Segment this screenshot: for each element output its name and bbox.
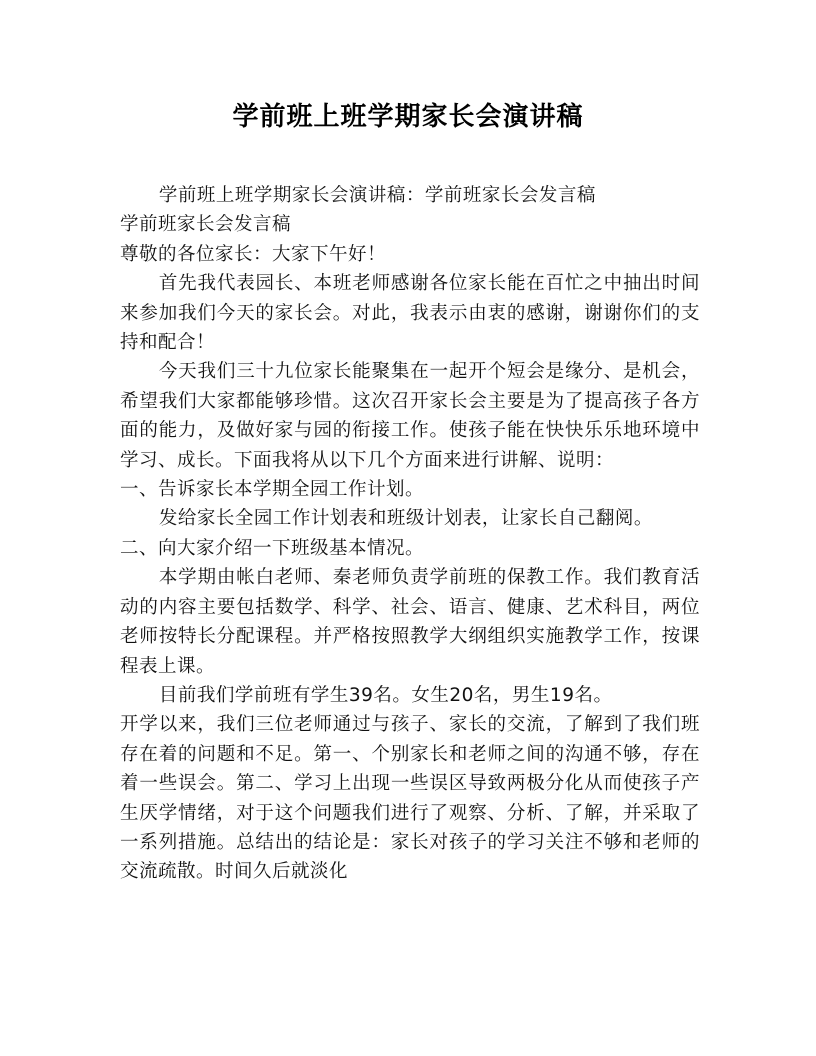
- paragraph-purpose: 今天我们三十九位家长能聚集在一起开个短会是缘分、是机会，希望我们大家都能够珍惜。这次召开家长会主要是为了提高孩子各方面的能力，及做好家与园的衔接工作。使孩子能在快快乐乐地环境中学习、成长。下面我将从以下几个方面来进行讲解、说明：: [120, 361, 700, 471]
- paragraph-teachers: 本学期由帐白老师、秦老师负责学前班的保教工作。我们教育活动的内容主要包括数学、科学、社会、语言、健康、艺术科目，两位老师按特长分配课程。并严格按照教学大纲组织实施教学工作，按课程表上课。: [120, 567, 700, 677]
- paragraph-issues: 开学以来，我们三位老师通过与孩子、家长的交流，了解到了我们班存在着的问题和不足。第一、个别家长和老师之间的沟通不够，存在着一些误会。第二、学习上出现一些误区导致两极分化从而使孩子产生厌学情绪，对于这个问题我们进行了观察、分析、了解，并采取了一系列措施。总结出的结论是：家长对孩子的学习关注不够和老师的交流疏散。时间久后就淡化: [120, 714, 700, 883]
- paragraph-greeting: 尊敬的各位家长：大家下午好！: [120, 243, 387, 265]
- document-body: [120, 181, 700, 887]
- paragraph-plan: 发给家长全园工作计划表和班级计划表，让家长自己翻阅。: [158, 508, 653, 530]
- paragraph-thanks: 首先我代表园长、本班老师感谢各位家长能在百忙之中抽出时间来参加我们今天的家长会。对此，我表示由衷的感谢，谢谢你们的支持和配合！: [120, 273, 700, 354]
- document-title: 学前班上班学期家长会演讲稿: [232, 102, 584, 132]
- section-heading-1: 一、告诉家长本学期全园工作计划。: [120, 479, 425, 501]
- paragraph-subtitle: 学前班上班学期家长会演讲稿：学前班家长会发言稿: [158, 185, 596, 206]
- section-heading-2: 二、向大家介绍一下班级基本情况。: [120, 537, 425, 559]
- paragraph-heading: 学前班家长会发言稿: [120, 214, 292, 236]
- paragraph-students: 目前我们学前班有学生39名。女生20名，男生19名。: [158, 684, 613, 706]
